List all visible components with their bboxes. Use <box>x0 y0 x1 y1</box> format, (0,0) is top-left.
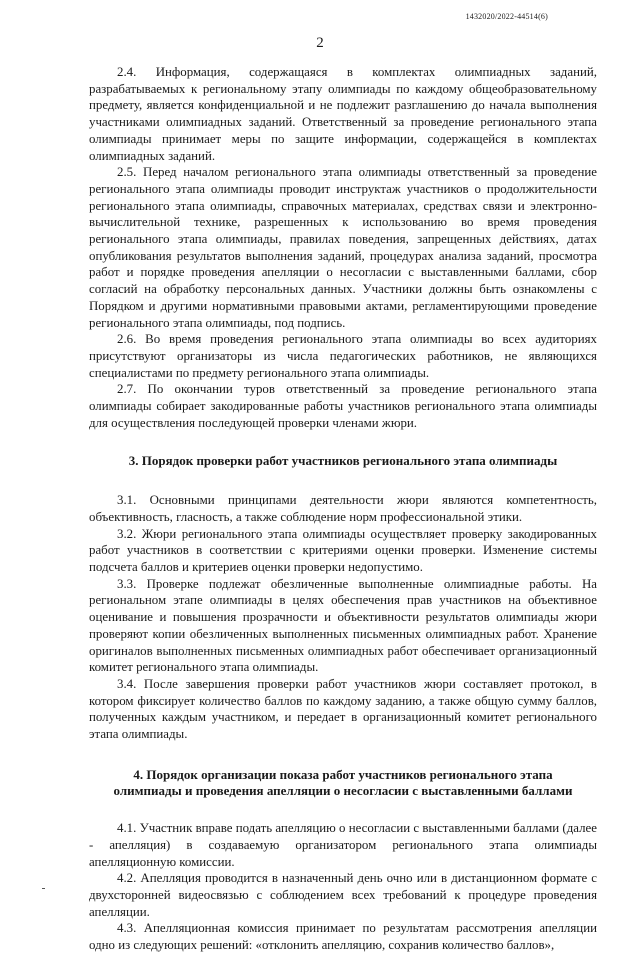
paragraph-3-3: 3.3. Проверке подлежат обезличенные выполненные олимпиадные работы. На региональном этапе олимпиады в целях обеспечения прав участников на объективное оценивание и повышения прозрачности и объективности результатов олимпиады жюри проверяют копии обезличенных выполненных письменных олимпиадных работ. Хранение оригиналов выполненных письменных олимпиадных работ обеспечивает организационный комитет регионального этапа олимпиады. <box>89 576 597 675</box>
section-4-heading-line1: 4. Порядок организации показа работ участников регионального этапа <box>133 766 553 782</box>
paragraph-3-2: 3.2. Жюри регионального этапа олимпиады осуществляет проверку закодированных работ участников в соответствии с критериями оценки проверки. Изменение системы подсчета баллов и критериев оценки проверки недопустимо. <box>89 526 597 574</box>
document-number: 1432020/2022-44514(6) <box>465 12 548 21</box>
scan-mark <box>42 888 45 889</box>
paragraph-2-4: 2.4. Информация, содержащаяся в комплектах олимпиадных заданий, разрабатываемых к региональному этапу олимпиады по каждому общеобразовательному предмету, является конфиденциальной и не подлежит разглашению до начала выполнения участниками олимпиадных заданий. Ответственный за проведение регионального этапа олимпиады принимает меры по защите информации, содержащейся в комплектах олимпиадных заданий. <box>89 65 597 163</box>
paragraph-3-1: 3.1. Основными принципами деятельности жюри являются компетентность, объективность, гласность, а также соблюдение норм профессиональной этики. <box>89 493 597 524</box>
paragraph-3-4: 3.4. После завершения проверки работ участников жюри составляет протокол, в котором фиксирует количество баллов по каждому заданию, а также общую сумму баллов, полученных каждым участником, и передает в организационный комитет регионального этапа олимпиады. <box>89 676 597 742</box>
section-4-heading <box>89 767 597 800</box>
document-body <box>89 64 597 954</box>
page-number: 2 <box>316 35 324 51</box>
paragraph-4-2: 4.2. Апелляция проводится в назначенный день очно или в дистанционном формате с двухсторонней видеосвязью с соблюдением всех требований к процедуре проведения апелляции. <box>89 871 597 919</box>
paragraph-2-5: 2.5. Перед началом регионального этапа олимпиады ответственный за проведение регионального этапа олимпиады проводит инструктаж участников о продолжительности регионального этапа олимпиады, справочных материалах, средствах связи и электронно-вычислительной технике, разрешенных к использованию во время проведения регионального этапа олимпиады, правилах поведения, запрещенных действиях, датах опубликования результатов выполнения заданий, процедурах анализа заданий, просмотра работ и порядке проведения апелляции о несогласии с выставленными баллами, сбор согласий на обработку персональных данных. Участники должны быть ознакомлены с Порядком и другими нормативными правовыми актами, регламентирующими проведение регионального этапа олимпиады, под подпись. <box>89 165 597 330</box>
paragraph-4-1: 4.1. Участник вправе подать апелляцию о несогласии с выставленными баллами (далее - апелляция) в создаваемую организатором регионального этапа олимпиады апелляционную комиссии. <box>89 821 597 869</box>
section-4-heading-line2: олимпиады и проведения апелляции о несогласии с выставленными баллами <box>113 783 573 799</box>
section-3-heading: 3. Порядок проверки работ участников регионального этапа олимпиады <box>128 453 558 469</box>
paragraph-2-7: 2.7. По окончании туров ответственный за проведение регионального этапа олимпиады собирает закодированные работы участников регионального этапа олимпиады для осуществления последующей проверки членами жюри. <box>89 382 597 430</box>
paragraph-4-3: 4.3. Апелляционная комиссия принимает по результатам рассмотрения апелляции одно из следующих решений: «отклонить апелляцию, сохранив количество баллов», <box>89 921 597 953</box>
paragraph-2-6: 2.6. Во время проведения регионального этапа олимпиады во всех аудиториях присутствуют организаторы из числа педагогических работников, не являющихся специалистами по предмету регионального этапа олимпиады. <box>89 332 597 380</box>
